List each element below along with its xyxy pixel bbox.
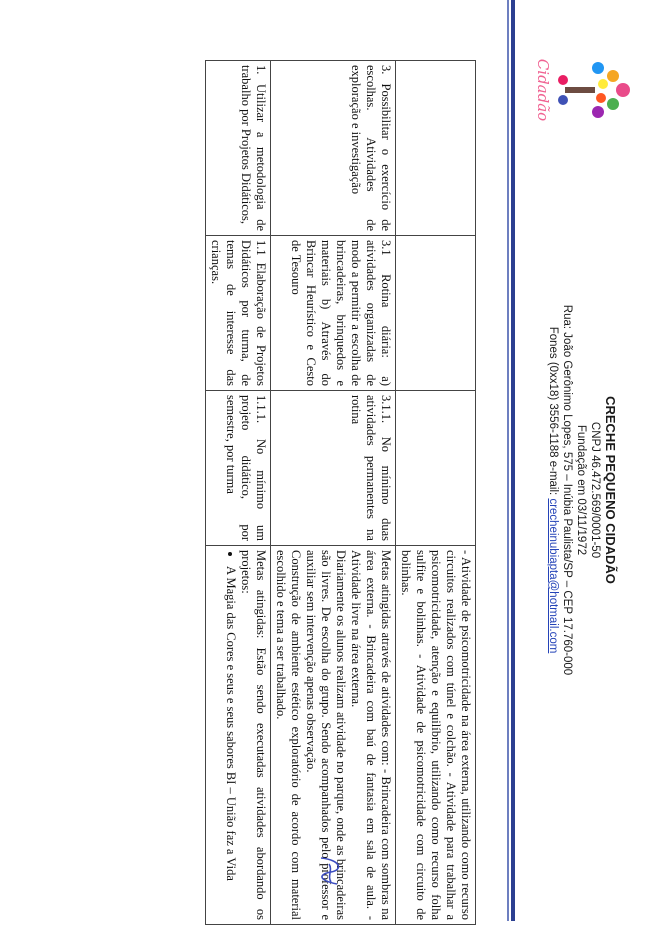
founded-date: Fundação em 03/11/1972 — [575, 424, 587, 556]
cell-goal: 1.1.1. No mínimo um projeto didático, por semestre, por turma — [206, 391, 271, 546]
results-paragraph: Metas atingidas através de atividades com: - Brincadeira com sombras na área externa. - Brincadeira com baú de fantasia em sala de aula. - Atividade livre na área externa. — [349, 550, 393, 920]
table-row — [271, 61, 396, 925]
table-row — [206, 61, 271, 925]
results-intro: Metas atingidas: Estão sendo executadas atividades abordando os projetos: — [239, 550, 268, 920]
cell-action: 3.1 Rotina diária: a) atividades organizadas de modo a permitir a escolha de brincadeiras, brinquedos e materiais b) Através do Brincar Heurístico e Cesto de Tesouro — [271, 236, 396, 391]
cell-objective — [396, 61, 476, 236]
cell-objective: 1. Utilizar a metodologia de trabalho por Projetos Didáticos, — [206, 61, 271, 236]
cell-action — [396, 236, 476, 391]
header-rule-thin — [507, 0, 509, 921]
letterhead — [486, 0, 651, 921]
goals-table — [205, 60, 476, 925]
svg-text:Cidadão: Cidadão — [534, 58, 552, 122]
creche-logo — [513, 40, 643, 140]
results-paragraph: - Atividade de psicomotricidade na área externa, utilizando como recurso circuitos realizados com túnel e colchão. - Atividade para trabalhar a psicomotricidade, atenção e equilíbrio, utilizando como recurso folha sulfite e bolinhas. - Atividade de psicomotricidade com circuito de bolinhas. — [399, 550, 473, 920]
results-paragraph: Construção de ambiente estético exploratório de acordo com material escolhido e tema a ser trabalhado. — [274, 550, 303, 920]
header-rule — [511, 0, 515, 921]
cnpj: CNPJ 46.472.569/0001-50 — [589, 421, 601, 559]
cell-action: 1.1 Elaboração de Projetos Didáticos por turma, de temas de interesse das crianças. — [206, 236, 271, 391]
projects-list — [223, 550, 238, 920]
results-paragraph: Diariamente os alunos realizam atividade no parque, onde as brincadeiras são livres. De escolha do grupo. Sendo acompanhados pelo professor e auxiliar sem intervenção apenas observação. — [304, 550, 348, 920]
cell-results — [206, 546, 271, 925]
list-item: • A Magia das Cores e seus e seus sabores BI – União faz a Vida — [223, 566, 238, 920]
contact-line — [546, 230, 560, 750]
email-link[interactable]: crecheinubiapta@hotmail.com — [547, 498, 559, 654]
signature-initials — [311, 850, 351, 890]
letterhead-text — [546, 230, 618, 750]
flower-cluster-icon — [558, 62, 630, 118]
cell-goal — [396, 391, 476, 546]
address: Rua: João Gerônimo Lopes, 575 – Inúbia Paulista/SP – CEP 17.760-000 — [561, 304, 573, 676]
table-row — [396, 61, 476, 925]
cell-objective: 3. Possibilitar o exercício de escolhas. Atividades de exploração e investigação — [271, 61, 396, 236]
cell-goal: 3.1.1. No mínimo duas atividades permanentes na rotina — [271, 391, 396, 546]
cell-results — [396, 546, 476, 925]
phones: Fones (0xx18) 3556-1188 e-mail: — [547, 326, 559, 499]
org-name: CRECHE PEQUENO CIDADÃO — [603, 396, 618, 584]
